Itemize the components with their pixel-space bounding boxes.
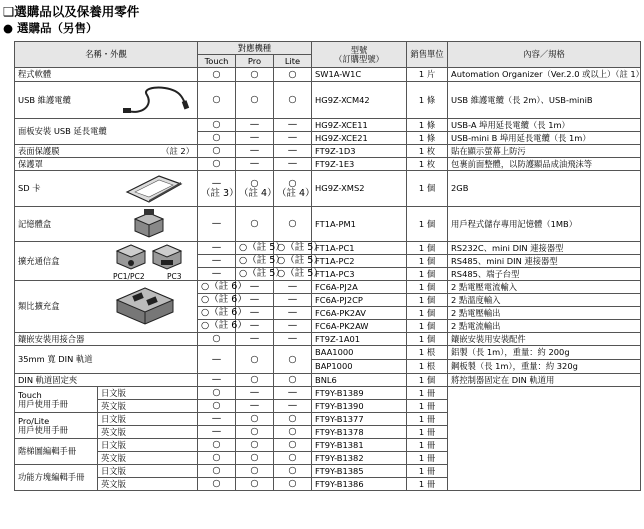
part-number: BAA1000: [312, 346, 407, 360]
unit: 1 個: [407, 281, 448, 294]
pro-cell: ○: [236, 82, 274, 119]
language: 日文版: [98, 387, 198, 400]
pro-cell: ○: [236, 68, 274, 82]
language: 英文版: [98, 452, 198, 465]
touch-cell: —: [198, 374, 236, 387]
table-row: [15, 207, 641, 242]
unit: 1 冊: [407, 400, 448, 413]
pro-cell: ○: [236, 207, 274, 242]
touch-cell: ○: [198, 478, 236, 491]
table-row: [15, 82, 641, 119]
touch-cell: —: [198, 346, 236, 374]
unit: 1 個: [407, 320, 448, 333]
description: 包裹前面整體，以防護顯品成油飛沫等: [448, 158, 641, 171]
table-row: [15, 281, 641, 294]
row-name: 鑲嵌安裝用接合器: [15, 333, 198, 346]
header-pro: Pro: [236, 55, 274, 68]
pro-cell: —: [236, 307, 274, 320]
part-number: FT9Y-B1386: [312, 478, 407, 491]
pro-cell: ○ （註 4）: [236, 171, 274, 207]
touch-cell: ○: [198, 132, 236, 145]
table-row: [15, 68, 641, 82]
touch-cell: —: [198, 242, 236, 255]
description: [448, 387, 641, 491]
row-name: Touch 用戶使用手冊: [15, 387, 98, 413]
row-name: 擴充通信盒 PC1/PC2 PC3: [15, 242, 198, 281]
part-number: FT9Y-B1378: [312, 426, 407, 439]
lite-cell: ○: [274, 82, 312, 119]
lite-cell: —: [274, 333, 312, 346]
language: 日文版: [98, 413, 198, 426]
pro-cell: ○（註 5）: [236, 242, 274, 255]
part-number: SW1A-W1C: [312, 68, 407, 82]
usb-cable-image: [123, 85, 191, 115]
pro-cell: —: [236, 145, 274, 158]
lite-cell: —: [274, 158, 312, 171]
memory-cartridge-image: [129, 209, 169, 239]
pro-cell: ○: [236, 478, 274, 491]
lite-cell: —: [274, 400, 312, 413]
part-number: FT9Z-1A01: [312, 333, 407, 346]
part-number: FT9Z-1E3: [312, 158, 407, 171]
unit: 1 根: [407, 360, 448, 374]
touch-cell: ○: [198, 400, 236, 413]
part-number: FT9Y-B1389: [312, 387, 407, 400]
touch-cell: —: [198, 268, 236, 281]
header-row-1: [15, 42, 641, 55]
unit: 1 個: [407, 374, 448, 387]
lite-cell: —: [274, 281, 312, 294]
part-number: HG9Z-XMS2: [312, 171, 407, 207]
part-number: BAP1000: [312, 360, 407, 374]
table-row: [15, 242, 641, 255]
pro-cell: —: [236, 320, 274, 333]
part-number: FT1A-PC1: [312, 242, 407, 255]
row-name: 表面保護膜 （註 2）: [15, 145, 198, 158]
language: 英文版: [98, 426, 198, 439]
analog-cartridge-image: [113, 284, 177, 328]
lite-cell: —: [274, 387, 312, 400]
part-number: FT1A-PC3: [312, 268, 407, 281]
row-name: 功能方塊編輯手冊: [15, 465, 98, 491]
pro-cell: ○: [236, 426, 274, 439]
pc1-pc2-caption: PC1/PC2: [113, 272, 145, 281]
pro-cell: ○: [236, 465, 274, 478]
unit: 1 枚: [407, 158, 448, 171]
pro-cell: ○: [236, 439, 274, 452]
lite-cell: —: [274, 145, 312, 158]
part-number: HG9Z-XCE21: [312, 132, 407, 145]
part-number: HG9Z-XCM42: [312, 82, 407, 119]
part-number: HG9Z-XCE11: [312, 119, 407, 132]
page-title: ❑選購品以及保養用零件: [3, 4, 140, 19]
lite-cell: ○: [274, 68, 312, 82]
description: RS485、端子台型: [448, 268, 641, 281]
pro-cell: ○（註 5）: [236, 268, 274, 281]
touch-cell: ○（註 6）: [198, 307, 236, 320]
pro-cell: ○: [236, 452, 274, 465]
part-number: FT9Y-B1377: [312, 413, 407, 426]
header-touch: Touch: [198, 55, 236, 68]
table-row: [15, 333, 641, 346]
lite-cell: ○: [274, 478, 312, 491]
lite-cell: —: [274, 294, 312, 307]
pro-cell: —: [236, 132, 274, 145]
language: 日文版: [98, 465, 198, 478]
pro-cell: —: [236, 281, 274, 294]
touch-cell: —: [198, 413, 236, 426]
pro-cell: ○（註 5）: [236, 255, 274, 268]
lite-cell: ○（註 5）: [274, 268, 312, 281]
unit: 1 冊: [407, 387, 448, 400]
table-row: [15, 346, 641, 360]
pc3-caption: PC3: [167, 272, 182, 281]
row-name: 面板安裝 USB 延長電纜: [15, 119, 198, 145]
options-table: [14, 41, 644, 491]
touch-cell: ○: [198, 333, 236, 346]
description: 用戶程式儲存專用記憶體（1MB）: [448, 207, 641, 242]
row-name: 35mm 寬 DIN 軌道: [15, 346, 198, 374]
lite-cell: —: [274, 119, 312, 132]
sd-card-image: [125, 174, 183, 204]
part-number: FT1A-PM1: [312, 207, 407, 242]
row-name: SD 卡: [15, 171, 198, 207]
header-unit: 銷售單位: [407, 42, 448, 68]
description: 2 點電壓電流輸入: [448, 281, 641, 294]
pro-cell: ○: [236, 413, 274, 426]
description: USB-mini B 埠用延長電纜（長 1m）: [448, 132, 641, 145]
row-name: 程式軟體: [15, 68, 198, 82]
touch-cell: ○: [198, 145, 236, 158]
unit: 1 個: [407, 255, 448, 268]
description: 2 點溫度輸入: [448, 294, 641, 307]
row-name: Pro/Lite 用戶使用手冊: [15, 413, 98, 439]
lite-cell: ○: [274, 439, 312, 452]
description: RS232C、mini DIN 連接器型: [448, 242, 641, 255]
unit: 1 個: [407, 333, 448, 346]
lite-cell: ○: [274, 413, 312, 426]
touch-cell: ○（註 6）: [198, 294, 236, 307]
lite-cell: —: [274, 320, 312, 333]
description: 將控制器固定在 DIN 軌道用: [448, 374, 641, 387]
touch-cell: ○: [198, 465, 236, 478]
lite-cell: ○: [274, 207, 312, 242]
unit: 1 個: [407, 207, 448, 242]
unit: 1 枚: [407, 145, 448, 158]
lite-cell: ○: [274, 452, 312, 465]
part-number: FT9Z-1D3: [312, 145, 407, 158]
unit: 1 冊: [407, 413, 448, 426]
pro-cell: —: [236, 119, 274, 132]
comm-cartridge-image: [113, 243, 187, 271]
unit: 1 個: [407, 268, 448, 281]
pro-cell: —: [236, 158, 274, 171]
unit: 1 根: [407, 346, 448, 360]
table-row: [15, 387, 641, 400]
lite-cell: —: [274, 132, 312, 145]
language: 英文版: [98, 478, 198, 491]
unit: 1 冊: [407, 478, 448, 491]
touch-cell: ○: [198, 119, 236, 132]
pro-cell: ○: [236, 346, 274, 374]
header-models: 對應機種: [198, 42, 312, 55]
section-subtitle: ● 選購品（另售）: [3, 21, 98, 35]
table-row: [15, 145, 641, 158]
description: 貼在顯示螢幕上防污: [448, 145, 641, 158]
unit: 1 條: [407, 132, 448, 145]
unit: 1 個: [407, 171, 448, 207]
part-number: FT9Y-B1390: [312, 400, 407, 413]
language: 英文版: [98, 400, 198, 413]
description: 2GB: [448, 171, 641, 207]
part-number: FT9Y-B1382: [312, 452, 407, 465]
description: 鋼板製（長 1m），重量：約 320g: [448, 360, 641, 374]
unit: 1 條: [407, 119, 448, 132]
description: 2 點電流輸出: [448, 320, 641, 333]
description: 鑲嵌安裝用安裝配件: [448, 333, 641, 346]
part-number: FC6A-PK2AW: [312, 320, 407, 333]
lite-cell: —: [274, 307, 312, 320]
part-number: FC6A-PJ2A: [312, 281, 407, 294]
row-name: 類比擴充盒: [15, 281, 198, 333]
unit: 1 條: [407, 82, 448, 119]
description: 2 點電壓輸出: [448, 307, 641, 320]
unit: 1 冊: [407, 439, 448, 452]
part-number: BNL6: [312, 374, 407, 387]
lite-cell: ○: [274, 346, 312, 374]
description: 鋁製（長 1m），重量：約 200g: [448, 346, 641, 360]
header-part-number: 型號 （訂購型號）: [312, 42, 407, 68]
lite-cell: ○（註 5）: [274, 255, 312, 268]
lite-cell: ○: [274, 465, 312, 478]
part-number: FC6A-PK2AV: [312, 307, 407, 320]
table-row: [15, 374, 641, 387]
touch-cell: ○: [198, 452, 236, 465]
description: RS485、mini DIN 連接器型: [448, 255, 641, 268]
unit: 1 冊: [407, 426, 448, 439]
description: USB 維護電纜（長 2m）、USB-miniB: [448, 82, 641, 119]
table-row: [15, 158, 641, 171]
touch-cell: ○: [198, 82, 236, 119]
lite-cell: ○ （註 4）: [274, 171, 312, 207]
row-name: USB 維護電纜: [15, 82, 198, 119]
row-name: 記憶體盒: [15, 207, 198, 242]
row-name: 階梯圖編輯手冊: [15, 439, 98, 465]
description: Automation Organizer（Ver.2.0 或以上）（註 1）: [448, 68, 641, 82]
touch-cell: —: [198, 255, 236, 268]
lite-cell: ○（註 5）: [274, 242, 312, 255]
table-row: [15, 171, 641, 207]
row-name: 保護罩: [15, 158, 198, 171]
part-number: FT9Y-B1381: [312, 439, 407, 452]
unit: 1 個: [407, 307, 448, 320]
touch-cell: —: [198, 426, 236, 439]
part-number: FT9Y-B1385: [312, 465, 407, 478]
unit: 1 冊: [407, 465, 448, 478]
row-name: DIN 軌道固定夾: [15, 374, 198, 387]
touch-cell: ○（註 6）: [198, 281, 236, 294]
table-row: [15, 119, 641, 132]
header-content: 內容／規格: [448, 42, 641, 68]
touch-cell: —: [198, 207, 236, 242]
description: USB-A 埠用延長電纜（長 1m）: [448, 119, 641, 132]
header-name: 名稱・外觀: [15, 42, 198, 68]
pro-cell: —: [236, 333, 274, 346]
touch-cell: ○: [198, 439, 236, 452]
unit: 1 個: [407, 242, 448, 255]
pro-cell: —: [236, 294, 274, 307]
pro-cell: ○: [236, 374, 274, 387]
touch-cell: ○: [198, 387, 236, 400]
touch-cell: ○: [198, 68, 236, 82]
unit: 1 個: [407, 294, 448, 307]
touch-cell: — （註 3）: [198, 171, 236, 207]
touch-cell: ○: [198, 158, 236, 171]
lite-cell: ○: [274, 426, 312, 439]
unit: 1 片: [407, 68, 448, 82]
lite-cell: ○: [274, 374, 312, 387]
pro-cell: —: [236, 387, 274, 400]
part-number: FC6A-PJ2CP: [312, 294, 407, 307]
part-number: FT1A-PC2: [312, 255, 407, 268]
pro-cell: —: [236, 400, 274, 413]
unit: 1 冊: [407, 452, 448, 465]
touch-cell: ○（註 6）: [198, 320, 236, 333]
language: 日文版: [98, 439, 198, 452]
header-lite: Lite: [274, 55, 312, 68]
